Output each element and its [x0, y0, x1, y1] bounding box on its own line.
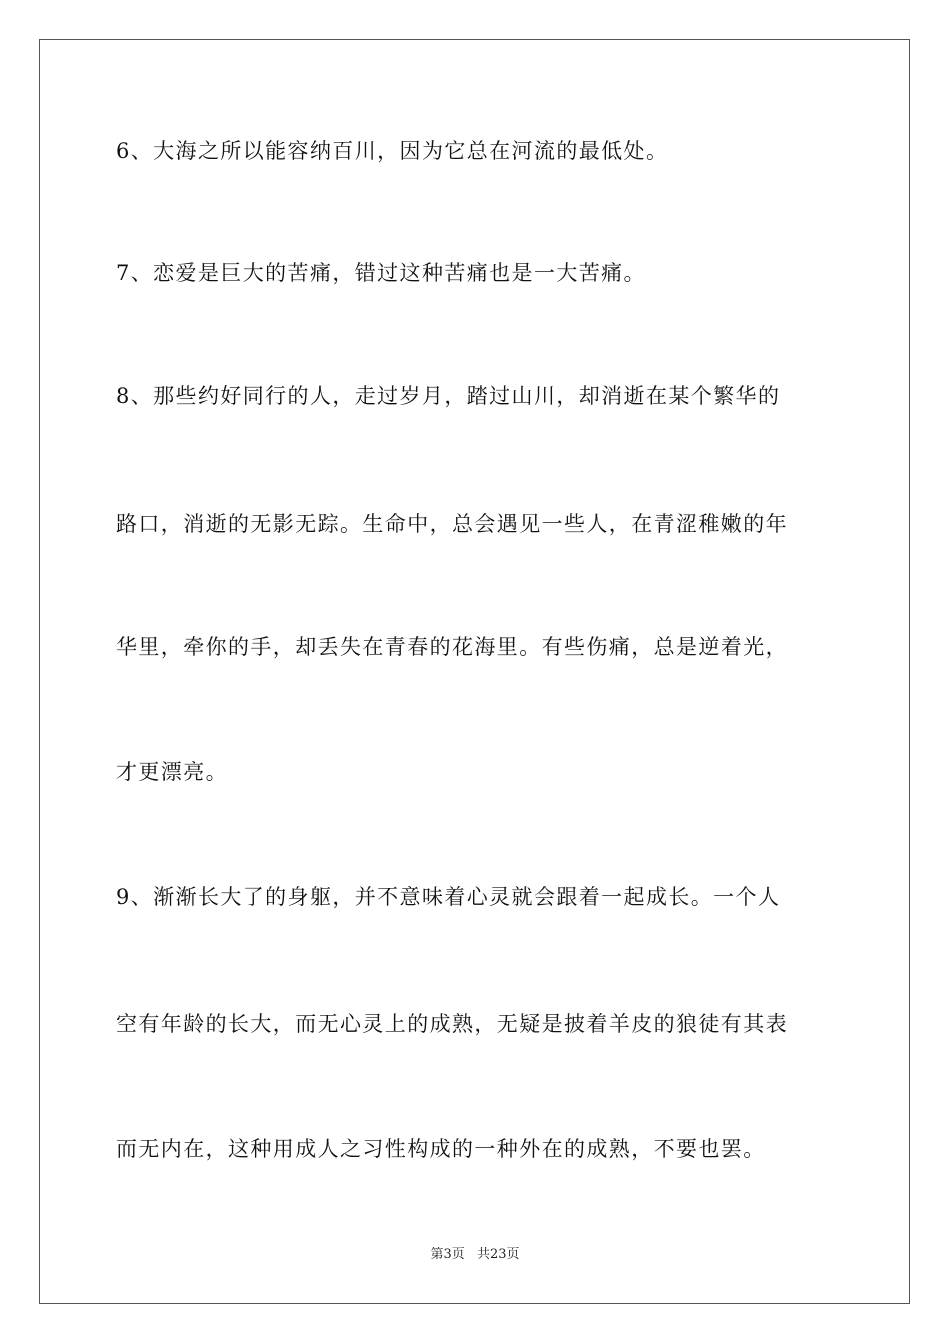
quote-7-line-1: 7、恋爱是巨大的苦痛，错过这种苦痛也是一大苦痛。: [116, 261, 646, 285]
quote-9-line-2: 空有年龄的长大，而无心灵上的成熟，无疑是披着羊皮的狼徒有其表: [116, 1012, 788, 1036]
quote-8-line-1: 8、那些约好同行的人，走过岁月，踏过山川，却消逝在某个繁华的: [116, 384, 781, 408]
page-frame: [39, 39, 910, 1304]
quote-6-line-1: 6、大海之所以能容纳百川，因为它总在河流的最低处。: [116, 139, 669, 163]
quote-8-line-2: 路口，消逝的无影无踪。生命中，总会遇见一些人，在青涩稚嫩的年: [116, 512, 788, 536]
page-total: 共23页: [476, 1247, 520, 1262]
page-number: 第3页: [430, 1247, 465, 1262]
page-footer: [0, 1246, 950, 1264]
quote-8-line-3: 华里，牵你的手，却丢失在青春的花海里。有些伤痛，总是逆着光，: [116, 635, 788, 659]
quote-8-line-4: 才更漂亮。: [116, 760, 228, 784]
quote-9-line-3: 而无内在，这种用成人之习性构成的一种外在的成熟，不要也罢。: [116, 1137, 766, 1161]
quote-9-line-1: 9、渐渐长大了的身躯，并不意味着心灵就会跟着一起成长。一个人: [116, 885, 781, 909]
